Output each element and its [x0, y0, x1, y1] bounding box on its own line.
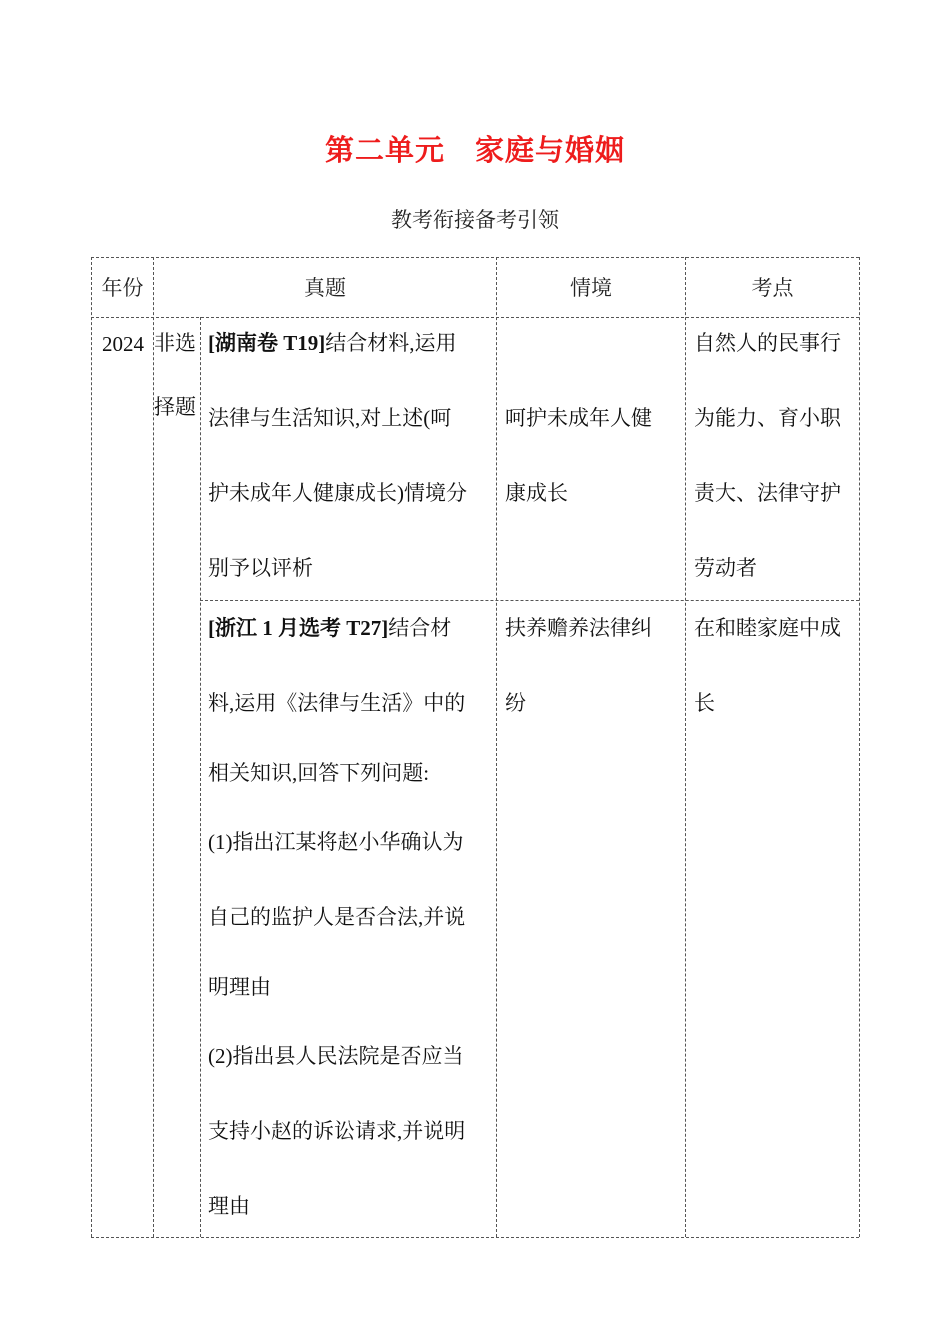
row-1-question-line: 别予以评析	[208, 556, 313, 580]
row-2-point-line: 长	[694, 691, 715, 715]
row-2-question-line: (1)指出江某将赵小华确认为	[208, 830, 464, 854]
row-1-question-line: 护未成年人健康成长)情境分	[208, 481, 467, 505]
row-2-question-line: 理由	[208, 1194, 250, 1218]
table-col-divider-question	[496, 257, 497, 1237]
table-col-divider-type	[200, 317, 201, 1237]
row-1-point-line: 自然人的民事行	[694, 331, 841, 355]
row-1-context	[505, 306, 685, 531]
table-border-right	[859, 257, 860, 1237]
row-2-question-tag: [浙江 1 月选考 T27]	[208, 616, 389, 640]
page-title: 第二单元 家庭与婚姻	[324, 133, 625, 167]
row-1-point-line: 责大、法律守护	[694, 481, 841, 505]
question-type-line: 择题	[154, 395, 196, 419]
row-2-question-line: 支持小赵的诉讼请求,并说明	[208, 1119, 466, 1143]
row-2-context-line: 扶养赡养法律纠	[505, 616, 652, 640]
row-2-question-line: (2)指出县人民法院是否应当	[208, 1044, 464, 1068]
row-1-question-line: 法律与生活知识,对上述(呵	[208, 406, 452, 430]
row-2-question-line: 明理由	[208, 975, 271, 999]
row-1-context-line: 呵护未成年人健	[505, 406, 652, 430]
table-border-left	[91, 257, 92, 1237]
row-1-point-line: 劳动者	[694, 556, 757, 580]
row-1-point-line: 为能力、育小职	[694, 406, 841, 430]
row-2-point	[694, 591, 859, 741]
year-cell: 2024	[102, 332, 144, 356]
page-subtitle: 教考衔接备考引领	[391, 208, 559, 232]
header-question: 真题	[304, 276, 346, 300]
row-1-context-line: 康成长	[505, 481, 568, 505]
row-2-context	[505, 591, 685, 741]
row-1-point	[694, 306, 859, 606]
row-1-context-line	[505, 306, 685, 381]
row-2-point-line: 在和睦家庭中成	[694, 616, 841, 640]
header-year: 年份	[101, 276, 144, 300]
row-1-question-line: 结合材料,运用	[325, 331, 457, 355]
question-type-line: 非选	[154, 331, 196, 355]
row-1-question	[208, 306, 496, 606]
table-col-divider-context	[685, 257, 686, 1237]
header-context: 情境	[570, 276, 612, 300]
row-2-question-line: 料,运用《法律与生活》中的	[208, 691, 466, 715]
row-2-question	[208, 591, 496, 1244]
row-1-question-tag: [湖南卷 T19]	[208, 331, 326, 355]
row-2-question-line: 相关知识,回答下列问题:	[208, 761, 430, 785]
row-2-question-line: 结合材	[388, 616, 452, 640]
row-2-context-line: 纷	[505, 691, 526, 715]
header-point: 考点	[751, 276, 794, 300]
question-type-cell	[154, 311, 202, 439]
row-2-question-line: 自己的监护人是否合法,并说	[208, 905, 466, 929]
